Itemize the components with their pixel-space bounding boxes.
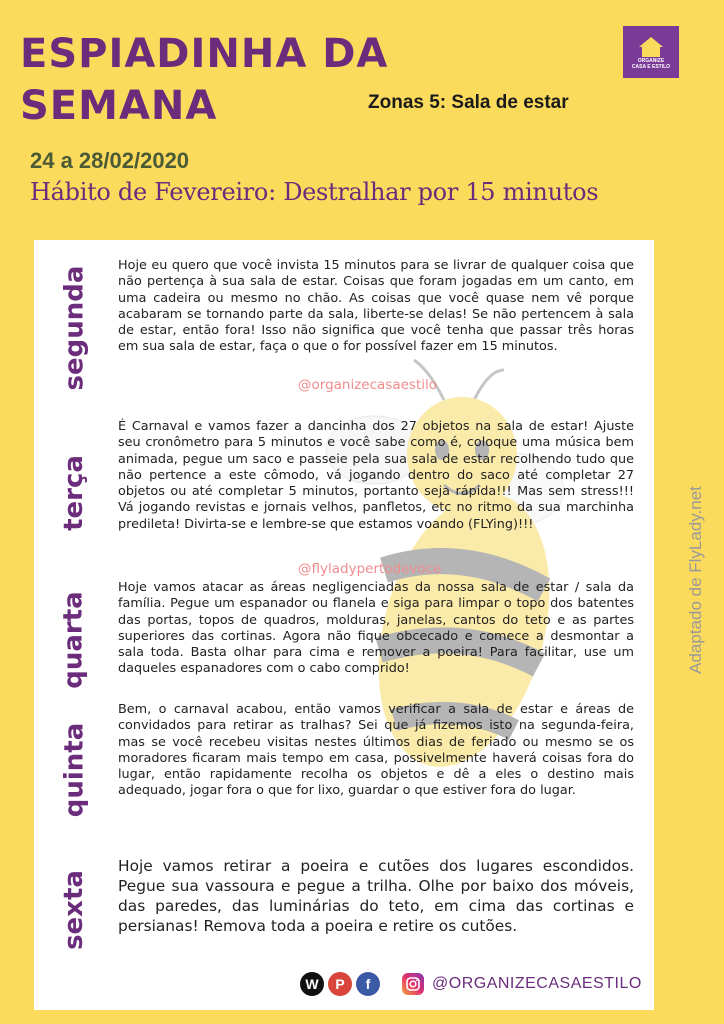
title-line-2: SEMANA: [20, 83, 218, 129]
day-label-quinta: quinta: [59, 722, 89, 818]
day-label-quarta: quarta: [59, 591, 89, 689]
day-label-sexta: sexta: [58, 870, 89, 950]
date-range: 24 a 28/02/2020: [30, 148, 190, 173]
day-label-terca: terça: [59, 455, 89, 531]
day-text-terca: É Carnaval e vamos fazer a dancinha dos 27 objetos na sala de estar! Ajuste seu cronômetro para 5 minutos e você sabe como é, coloque uma música bem animada, pegue um saco e passeie pela sua sala de estar recolhendo tudo que não pertence a este cômodo, vá jogando dentro do saco até completar 27 objetos ou até completar 5 minutos, portanto seja rápida!!! Mas sem stress!!! Vá jogando revistas e jornais velhos, panfletos, etc no ritmo da sua marchinha predileta! Divirta-se e lembre-se que estamos voando (FLYing)!!!: [118, 419, 634, 532]
pinterest-icon[interactable]: P: [328, 972, 352, 996]
instagram-handle-link[interactable]: @ORGANIZECASAESTILO: [432, 975, 642, 992]
day-label-segunda: segunda: [59, 265, 89, 390]
watermark-handle-1: @organizecasaestilo: [298, 377, 438, 393]
zone-label: Zonas 5: Sala de estar: [368, 92, 569, 113]
brand-logo: [623, 26, 679, 78]
day-text-sexta: Hoje vamos retirar a poeira e cutões dos lugares escondidos. Pegue sua vassoura e pegue a trilha. Olhe por baixo dos móveis, das paredes, das luminárias do teto, em cima das cortinas e persianas! Remova toda a poeira e retire os cutões.: [118, 857, 634, 935]
habit-heading: Hábito de Fevereiro: Destralhar por 15 minutos: [30, 178, 599, 206]
day-text-quarta: Hoje vamos atacar as áreas negligenciadas da nossa sala de estar / sala da família. Pegue um espanador ou flanela e siga para limpar o topo dos batentes das portas, topos de quadros, molduras, janelas, cantos do teto e as partes superiores das cortinas. Agora não fique obcecado e comece a desmontar a sala toda. Basta olhar para cima e remover a poeira! Para facilitar, use um daqueles espanadores com o cabo comprido!: [118, 580, 634, 677]
wordpress-icon[interactable]: W: [300, 972, 324, 996]
logo-text-1: ORGANIZE: [637, 58, 665, 64]
watermark-handle-2: @flyladypertodevoce: [298, 561, 442, 577]
facebook-icon[interactable]: f: [356, 972, 380, 996]
title-line-1: ESPIADINHA DA: [20, 31, 389, 77]
logo-text-2: CASA E ESTILO: [631, 64, 671, 70]
house-icon: [638, 36, 664, 58]
social-footer: [300, 970, 642, 998]
day-text-quinta: Bem, o carnaval acabou, então vamos verificar a sala de estar e áreas de convidados para retirar as tralhas? Sei que já fizemos isto na segunda-feira, mas se você recebeu visitas nestes últimos dias de feriado ou mesmo se os moradores ficaram mais tempo em casa, possivelmente haverá coisas fora do lugar, então rapidamente recolha os objetos e dê a eles o destino mais adequado, jogar fora o que for lixo, guardar o que estiver fora do lugar.: [118, 702, 634, 799]
schedule-card: [34, 240, 654, 1010]
page-title: [20, 28, 460, 132]
day-text-segunda: Hoje eu quero que você invista 15 minutos para se livrar de qualquer coisa que não pertença à sua sala de estar. Coisas que foram jogadas em um canto, em uma cadeira ou mesmo no chão. As coisas que você quase nem vê porque acabaram se tornando parte da sala, liberte-se delas! Se não pertencem à sala de estar, então fora! Isso não significa que você tenha que passar três horas em sua sala de estar, faça o que o for possível fazer em 15 minutos.: [118, 258, 634, 355]
credit-text: Adaptado de FlyLady.net: [686, 486, 705, 674]
instagram-icon[interactable]: [402, 973, 424, 995]
